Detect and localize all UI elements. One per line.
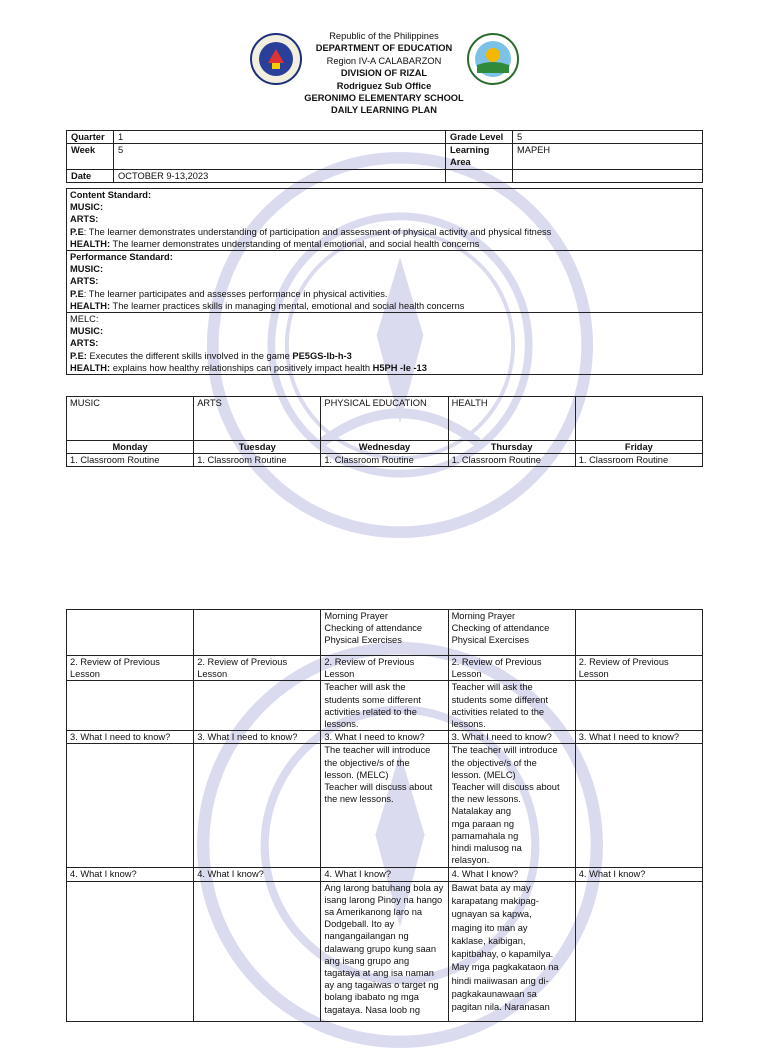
performance-pe: P.E: The learner participates and assesses performance in physical activities. (70, 288, 388, 299)
need-label-tuesday: 3. What I need to know? (194, 731, 321, 744)
week-value: 5 (114, 144, 446, 169)
know-text-health: Bawat bata ay may karapatang makipag- ugnayan sa kapwa, maging ito man ay kaklase, kaibigan, kapitbahay, o kapamilya. May mga pagkakataon na hindi maiiwasan ang di- pagkakaunawaan sa pagitan nila. Naranasan (448, 881, 575, 1021)
performance-standard-cell (67, 251, 703, 313)
day-friday: Friday (575, 441, 702, 454)
subject-friday (575, 397, 702, 441)
routine-friday: 1. Classroom Routine (575, 454, 702, 467)
need-text-wednesday: The teacher will introduce the objective/s of the lesson. (MELC) Teacher will discuss about the new lessons. (321, 744, 448, 868)
know-label-monday: 4. What I know? (67, 868, 194, 881)
day-thursday: Thursday (448, 441, 575, 454)
content-pe: P.E: The learner demonstrates understanding of participation and assessment of physical activity and physical fitness (70, 226, 552, 237)
review-label-thursday: 2. Review of Previous Lesson (448, 656, 575, 681)
subject-health: HEALTH (448, 397, 575, 441)
header-republic: Republic of the Philippines (329, 31, 439, 41)
melc-music: MUSIC: (70, 326, 104, 337)
quarter-value: 1 (114, 131, 446, 144)
performance-arts: ARTS: (70, 276, 99, 287)
header-plan-title: DAILY LEARNING PLAN (331, 105, 437, 116)
header-school: GERONIMO ELEMENTARY SCHOOL (304, 93, 464, 104)
procedure-table (66, 609, 703, 1022)
melc-health: HEALTH: explains how healthy relationships can positively impact health H5PH -Ie -13 (70, 362, 427, 373)
content-health: HEALTH: The learner demonstrates understanding of mental emotional, and social health concerns (70, 238, 480, 249)
subject-pe: PHYSICAL EDUCATION (321, 397, 448, 441)
content-music: MUSIC: (70, 202, 104, 213)
grade-label: Grade Level (446, 131, 513, 144)
performance-health: HEALTH: The learner practices skills in managing mental, emotional and social health concerns (70, 300, 465, 311)
day-monday: Monday (67, 441, 194, 454)
quarter-label: Quarter (67, 131, 114, 144)
area-label: Learning Area (446, 144, 513, 169)
performance-standard-title: Performance Standard: (70, 252, 173, 263)
header-division: DIVISION OF RIZAL (340, 68, 428, 79)
header-deped: DEPARTMENT OF EDUCATION (315, 43, 453, 54)
need-text-thursday: The teacher will introduce the objective/s of the lesson. (MELC) Teacher will discuss about the new lessons. Natalakay ang mga paraan ng pamamahala ng hindi malusog na relasyon. (448, 744, 575, 868)
melc-pe: P.E: Executes the different skills involved in the game PE5GS-Ib-h-3 (70, 350, 352, 361)
week-label: Week (67, 144, 114, 169)
header-sub-office: Rodriguez Sub Office (336, 80, 432, 91)
know-label-thursday: 4. What I know? (448, 868, 575, 881)
grade-value: 5 (513, 131, 703, 144)
melc-title: MELC: (70, 314, 99, 325)
review-label-tuesday: 2. Review of Previous Lesson (194, 656, 321, 681)
content-standard-cell (67, 189, 703, 251)
review-label-monday: 2. Review of Previous Lesson (67, 656, 194, 681)
routine-detail-wednesday: Morning Prayer Checking of attendance Physical Exercises (321, 610, 448, 656)
melc-cell (67, 313, 703, 375)
subject-arts: ARTS (194, 397, 321, 441)
header-region: Region IV-A CALABARZON (326, 55, 442, 66)
document-header (0, 30, 768, 117)
routine-monday: 1. Classroom Routine (67, 454, 194, 467)
review-label-friday: 2. Review of Previous Lesson (575, 656, 702, 681)
content-arts: ARTS: (70, 214, 99, 225)
review-text-wednesday: Teacher will ask the students some different activities related to the lessons. (321, 681, 448, 731)
routine-wednesday: 1. Classroom Routine (321, 454, 448, 467)
performance-music: MUSIC: (70, 264, 104, 275)
date-value: OCTOBER 9-13,2023 (114, 169, 446, 182)
need-label-thursday: 3. What I need to know? (448, 731, 575, 744)
know-label-tuesday: 4. What I know? (194, 868, 321, 881)
schedule-table (66, 396, 703, 467)
need-label-friday: 3. What I need to know? (575, 731, 702, 744)
need-label-monday: 3. What I need to know? (67, 731, 194, 744)
know-label-friday: 4. What I know? (575, 868, 702, 881)
know-text-pe: Ang larong batuhang bola ay isang larong Pinoy na hango sa Amerikanong laro na Dodgeball. Ito ay nangangailangan ng dalawang grupo kung saan ang isang grupo ang tagataya at ang isa naman ay ang tagaiwas o target ng bolang ibabato ng mga tagataya. Nasa loob ng (321, 881, 448, 1021)
melc-arts: ARTS: (70, 338, 99, 349)
area-value: MAPEH (513, 144, 703, 169)
day-tuesday: Tuesday (194, 441, 321, 454)
routine-detail-thursday: Morning Prayer Checking of attendance Physical Exercises (448, 610, 575, 656)
subject-music: MUSIC (67, 397, 194, 441)
standards-table (66, 188, 703, 375)
date-label: Date (67, 169, 114, 182)
review-text-thursday: Teacher will ask the students some different activities related to the lessons. (448, 681, 575, 731)
info-table (66, 130, 703, 183)
content-standard-title: Content Standard: (70, 190, 152, 200)
review-label-wednesday: 2. Review of Previous Lesson (321, 656, 448, 681)
know-label-wednesday: 4. What I know? (321, 868, 448, 881)
routine-tuesday: 1. Classroom Routine (194, 454, 321, 467)
need-label-wednesday: 3. What I need to know? (321, 731, 448, 744)
day-wednesday: Wednesday (321, 441, 448, 454)
routine-thursday: 1. Classroom Routine (448, 454, 575, 467)
